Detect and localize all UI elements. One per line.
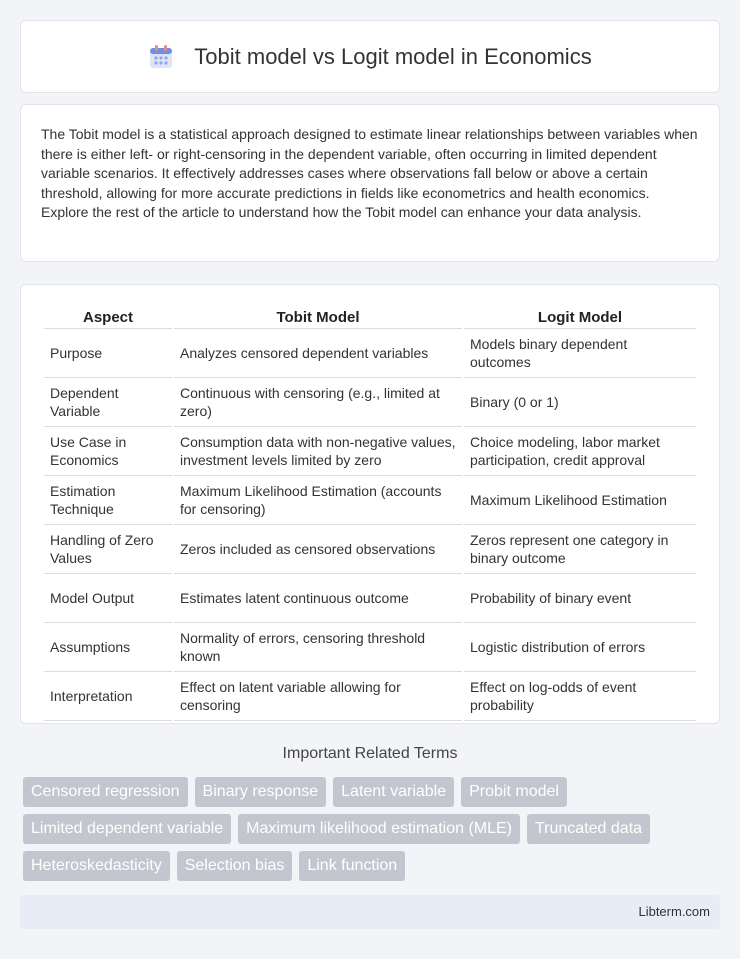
table-cell: Assumptions bbox=[44, 623, 172, 672]
table-cell: Interpretation bbox=[44, 672, 172, 721]
header-aspect: Aspect bbox=[44, 305, 172, 329]
table-row bbox=[44, 476, 696, 525]
table-header-row bbox=[44, 305, 696, 329]
tag-link-function[interactable]: Link function bbox=[299, 851, 405, 881]
table-cell: Estimates latent continuous outcome bbox=[174, 574, 462, 623]
table-cell: Maximum Likelihood Estimation bbox=[464, 476, 696, 525]
related-terms-list bbox=[23, 777, 723, 888]
related-terms-title: Important Related Terms bbox=[282, 745, 458, 762]
table-cell: Effect on latent variable allowing for censoring bbox=[174, 672, 462, 721]
table-cell: Zeros represent one category in binary outcome bbox=[464, 525, 696, 574]
tag-heteroskedasticity[interactable]: Heteroskedasticity bbox=[23, 851, 170, 881]
table-cell: Zeros included as censored observations bbox=[174, 525, 462, 574]
tag-binary-response[interactable]: Binary response bbox=[195, 777, 327, 807]
table-cell: Binary (0 or 1) bbox=[464, 378, 696, 427]
comparison-table-card bbox=[20, 284, 720, 724]
tag-row bbox=[23, 814, 723, 844]
table-cell: Handling of Zero Values bbox=[44, 525, 172, 574]
tag-selection-bias[interactable]: Selection bias bbox=[177, 851, 293, 881]
intro-text: The Tobit model is a statistical approach designed to estimate linear relationships between variables when there is either left- or right-censoring in the dependent variable, often occurring in limited dependent variable scenarios. It effectively addresses cases where observations fall below or above a certain threshold, allowing for more accurate predictions in fields like econometrics and health economics. Explore the rest of the article to understand how the Tobit model can enhance your data analysis. bbox=[41, 126, 698, 220]
footer-site-link[interactable]: Libterm.com bbox=[638, 904, 710, 919]
tag-row bbox=[23, 851, 723, 881]
tag-censored-regression[interactable]: Censored regression bbox=[23, 777, 188, 807]
table-cell: Consumption data with non-negative values, investment levels limited by zero bbox=[174, 427, 462, 476]
tag-probit-model[interactable]: Probit model bbox=[461, 777, 567, 807]
table-cell: Choice modeling, labor market participation, credit approval bbox=[464, 427, 696, 476]
tag-row bbox=[23, 777, 723, 807]
calendar-grid-icon bbox=[148, 44, 174, 70]
intro-card bbox=[20, 104, 720, 262]
tag-truncated-data[interactable]: Truncated data bbox=[527, 814, 650, 844]
header-card bbox=[20, 20, 720, 93]
table-cell: Purpose bbox=[44, 329, 172, 378]
table-row bbox=[44, 525, 696, 574]
table-row bbox=[44, 574, 696, 623]
table-row bbox=[44, 623, 696, 672]
tag-limited-dependent-variable[interactable]: Limited dependent variable bbox=[23, 814, 231, 844]
tag-maximum-likelihood-estimation[interactable]: Maximum likelihood estimation (MLE) bbox=[238, 814, 520, 844]
table-row bbox=[44, 378, 696, 427]
table-row bbox=[44, 329, 696, 378]
comparison-table bbox=[42, 305, 698, 721]
tag-latent-variable[interactable]: Latent variable bbox=[333, 777, 454, 807]
table-cell: Maximum Likelihood Estimation (accounts for censoring) bbox=[174, 476, 462, 525]
table-cell: Models binary dependent outcomes bbox=[464, 329, 696, 378]
header-tobit: Tobit Model bbox=[174, 305, 462, 329]
page-title: Tobit model vs Logit model in Economics bbox=[194, 43, 592, 69]
footer bbox=[20, 895, 720, 929]
table-cell: Use Case in Economics bbox=[44, 427, 172, 476]
table-cell: Effect on log-odds of event probability bbox=[464, 672, 696, 721]
table-cell: Analyzes censored dependent variables bbox=[174, 329, 462, 378]
table-cell: Normality of errors, censoring threshold known bbox=[174, 623, 462, 672]
table-cell: Continuous with censoring (e.g., limited at zero) bbox=[174, 378, 462, 427]
table-row bbox=[44, 427, 696, 476]
header-logit: Logit Model bbox=[464, 305, 696, 329]
table-cell: Dependent Variable bbox=[44, 378, 172, 427]
table-row bbox=[44, 672, 696, 721]
table-cell: Probability of binary event bbox=[464, 574, 696, 623]
table-cell: Logistic distribution of errors bbox=[464, 623, 696, 672]
table-cell: Model Output bbox=[44, 574, 172, 623]
table-cell: Estimation Technique bbox=[44, 476, 172, 525]
